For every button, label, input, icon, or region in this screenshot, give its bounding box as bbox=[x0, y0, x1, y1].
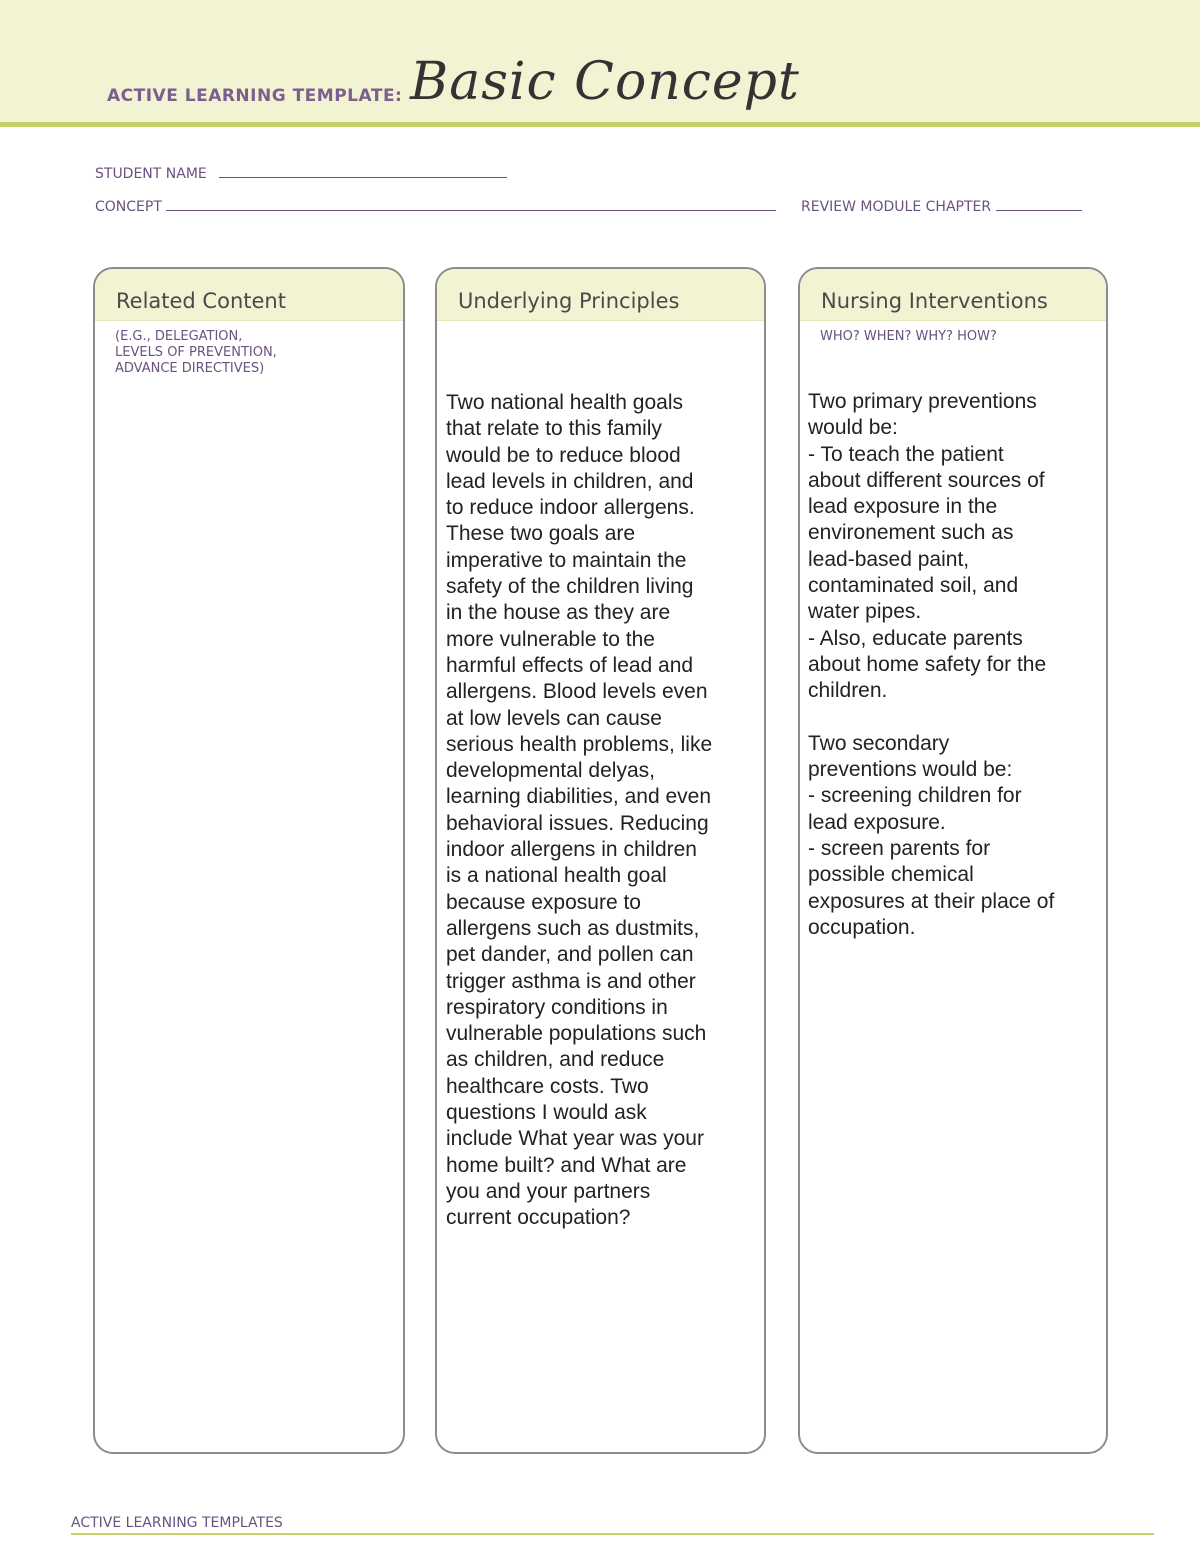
review-module-field[interactable] bbox=[801, 198, 1082, 215]
nursing-interventions-title: Nursing Interventions bbox=[821, 289, 1048, 313]
template-label: ACTIVE LEARNING TEMPLATE: bbox=[107, 86, 403, 106]
review-module-label: REVIEW MODULE CHAPTER bbox=[801, 199, 992, 215]
concept-line bbox=[166, 198, 776, 211]
concept-field[interactable] bbox=[95, 198, 776, 215]
nursing-interventions-body[interactable]: Two primary preventions would be: - To teach the patient about different sources of lead exposure in the environement such as lead-based paint, contaminated soil, and water pipes. - Also, educate parents about home safety for the children. Two secondary preventions would be: - screening children for lead exposure. - screen parents for possible chemical exposures at their place of occupation. bbox=[808, 390, 1055, 939]
student-name-field[interactable] bbox=[95, 165, 507, 182]
student-name-label: STUDENT NAME bbox=[95, 166, 207, 182]
nursing-interventions-subtitle: WHO? WHEN? WHY? HOW? bbox=[820, 329, 997, 344]
header-rule bbox=[0, 122, 1200, 127]
underlying-principles-card bbox=[435, 267, 766, 1454]
underlying-principles-body[interactable]: Two national health goals that relate to this family would be to reduce blood lead levels in children, and to reduce indoor allergens. These two goals are imperative to maintain the safety of the children living in the house as they are more vulnerable to the harmful effects of lead and allergens. Blood levels even at low levels can cause serious health problems, like developmental delyas, learning diabilities, and even behavioral issues. Reducing indoor allergens in children is a national health goal because exposure to allergens such as dustmits, pet dander, and pollen can trigger asthma is and other respiratory conditions in vulnerable populations such as children, and reduce healthcare costs. Two questions I would ask include What year was your home built? and What are you and your partners current occupation? bbox=[446, 391, 713, 1230]
footer-label: ACTIVE LEARNING TEMPLATES bbox=[71, 1515, 283, 1531]
nursing-interventions-card bbox=[798, 267, 1108, 1454]
related-content-title: Related Content bbox=[116, 289, 286, 313]
footer-rule bbox=[71, 1533, 1154, 1535]
underlying-principles-title: Underlying Principles bbox=[458, 289, 680, 313]
related-content-card bbox=[93, 267, 405, 1454]
related-content-subtitle: (E.G., DELEGATION, LEVELS OF PREVENTION, ADVANCE DIRECTIVES) bbox=[115, 329, 277, 376]
page-title: Basic Concept bbox=[410, 52, 800, 112]
review-module-line bbox=[996, 198, 1082, 211]
concept-label: CONCEPT bbox=[95, 199, 162, 215]
student-name-line bbox=[219, 165, 507, 178]
